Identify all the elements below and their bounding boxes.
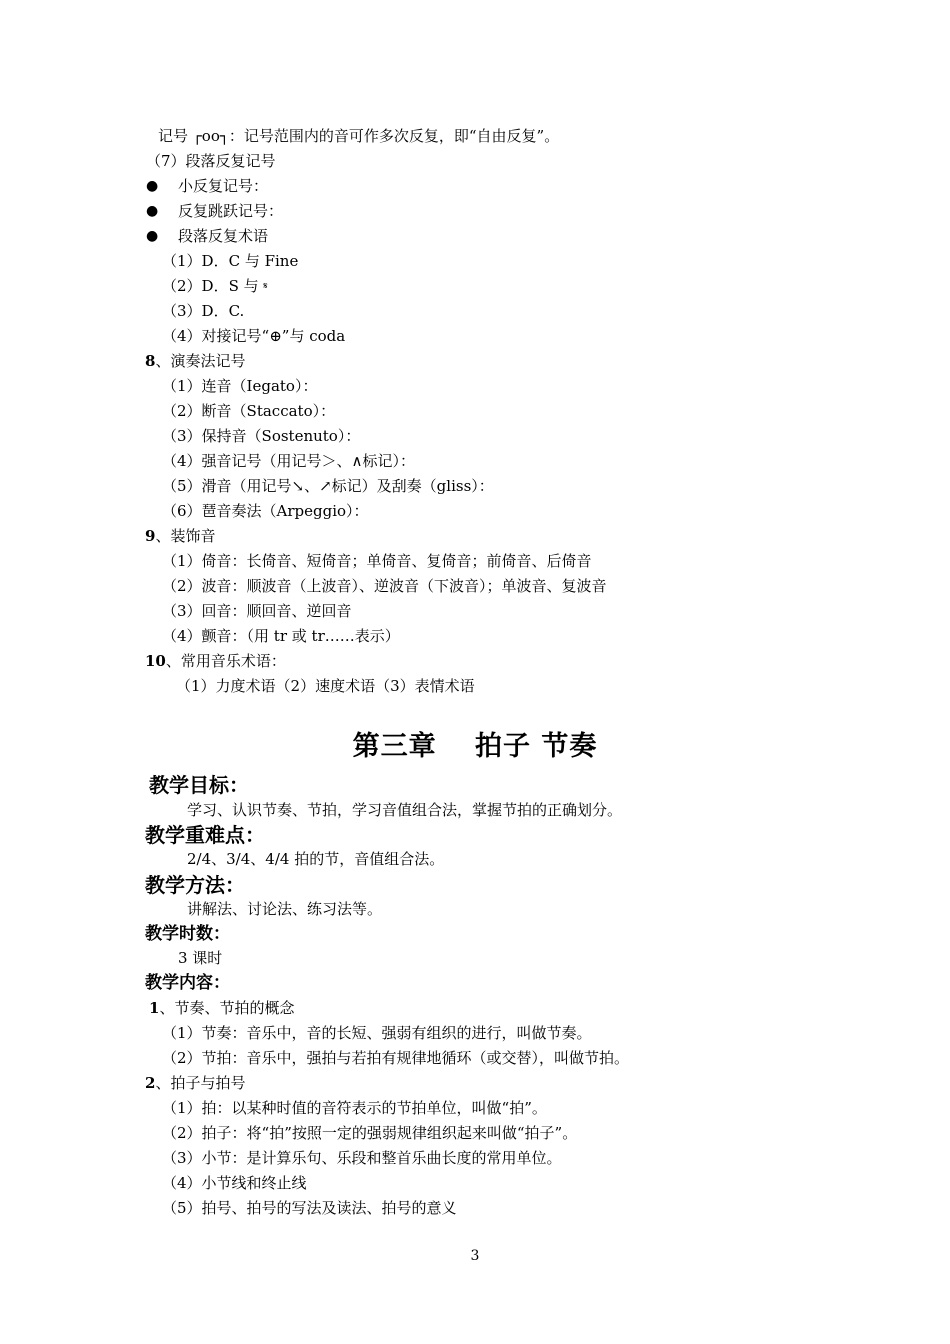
- content-label: 教学内容：: [145, 973, 230, 993]
- list-item: （1）D．C 与 Fine: [162, 252, 299, 270]
- goal-text: 学习、认识节奏、节拍，学习音值组合法，掌握节拍的正确划分。: [187, 801, 623, 819]
- list-item: （6）琶音奏法（Arpeggio）：: [162, 502, 369, 520]
- list-item: （4）强音记号（用记号＞、∧标记）：: [162, 452, 416, 470]
- section-number: 8: [145, 352, 156, 370]
- bullet-item: ● 反复跳跃记号：: [178, 201, 283, 221]
- list-item: （4）小节线和终止线: [162, 1174, 307, 1192]
- list-item: （5）滑音（用记号↘、↗标记）及刮奏（gliss）：: [162, 477, 494, 495]
- chapter-title: 第三章 拍子 节奏: [352, 731, 598, 762]
- section-heading: [149, 998, 294, 1018]
- section-title: 、演奏法记号: [155, 352, 246, 370]
- list-item: （2）波音：顺波音（上波音）、逆波音（下波音）；单波音、复波音: [162, 577, 607, 595]
- method-text: 讲解法、讨论法、练习法等。: [187, 900, 383, 918]
- hours-label: 教学时数：: [145, 924, 230, 944]
- list-item: （4）颤音：（用 tr 或 tr……表示）: [162, 627, 400, 645]
- bullet-item: ● 小反复记号：: [178, 176, 268, 196]
- hours-text: 3 课时: [178, 949, 223, 967]
- list-item: （3）小节：是计算乐句、乐段和整首乐曲长度的常用单位。: [162, 1149, 562, 1167]
- list-item: （1）拍：以某种时值的音符表示的节拍单位，叫做“拍”。: [162, 1099, 547, 1117]
- list-item: （2）拍子：将“拍”按照一定的强弱规律组织起来叫做“拍子”。: [162, 1124, 578, 1142]
- list-item: （5）拍号、拍号的写法及读法、拍号的意义: [162, 1199, 457, 1217]
- section-number: 10: [145, 652, 166, 670]
- key-points-text: 2/4、3/4、4/4 拍的节，音值组合法。: [187, 850, 445, 868]
- page-number: 3: [470, 1248, 480, 1264]
- free-repeat-line: 记号 ┌oo┐：记号范围内的音可作多次反复，即“自由反复”。: [158, 127, 560, 145]
- list-item: [162, 276, 268, 297]
- list-item: （3）D．C.: [162, 302, 245, 320]
- list-item: （3）回音：顺回音、逆回音: [162, 602, 352, 620]
- section-heading: [145, 526, 215, 546]
- section-title: 、拍子与拍号: [155, 1074, 246, 1092]
- list-item: （1）节奏：音乐中，音的长短、强弱有组织的进行，叫做节奏。: [162, 1024, 592, 1042]
- list-item: （3）保持音（Sostenuto）：: [162, 427, 361, 445]
- list-item: （2）节拍：音乐中，强拍与若拍有规律地循环（或交替），叫做节拍。: [162, 1049, 630, 1067]
- section-number: 2: [145, 1074, 156, 1092]
- key-points-label: 教学重难点：: [145, 823, 265, 847]
- section-number: 1: [149, 999, 160, 1017]
- section-number: 9: [145, 527, 156, 545]
- list-item: （2）断音（Staccato）：: [162, 402, 336, 420]
- list-item-text: （2）D．S 与: [162, 277, 264, 295]
- goal-label: 教学目标：: [149, 773, 249, 797]
- section-title: 、装饰音: [155, 527, 216, 545]
- section-repeat-heading: （7）段落反复记号: [146, 152, 276, 170]
- segno-icon: 𝄋: [263, 281, 268, 292]
- terms-line: （1）力度术语（2）速度术语（3）表情术语: [176, 677, 475, 695]
- list-item: （1）连音（Iegato）：: [162, 377, 318, 395]
- section-heading: [145, 1073, 245, 1093]
- method-label: 教学方法：: [145, 873, 245, 897]
- section-heading: [145, 651, 286, 671]
- list-item: （4）对接记号“⊕”与 coda: [162, 327, 346, 345]
- section-title: 、常用音乐术语：: [165, 652, 286, 670]
- section-title: 、节奏、节拍的概念: [159, 999, 295, 1017]
- list-item: （1）倚音：长倚音、短倚音；单倚音、复倚音；前倚音、后倚音: [162, 552, 592, 570]
- section-heading: [145, 351, 245, 371]
- bullet-item: ● 段落反复术语: [178, 226, 268, 246]
